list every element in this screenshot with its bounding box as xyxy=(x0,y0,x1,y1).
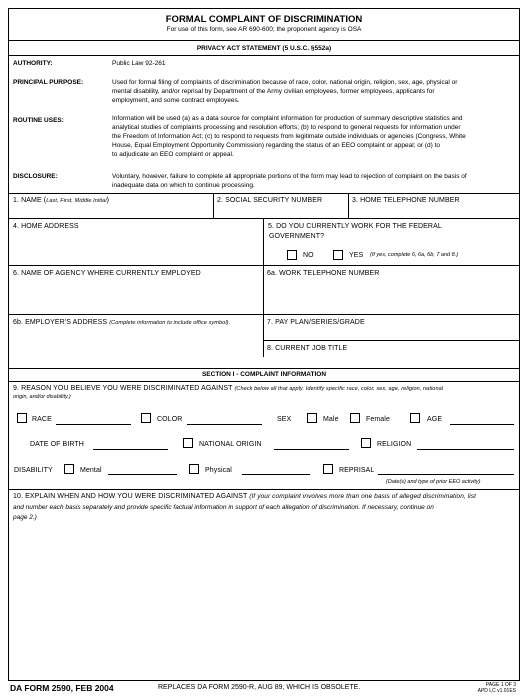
purpose-label: PRINCIPAL PURPOSE: xyxy=(13,79,84,86)
form-title: FORMAL COMPLAINT OF DISCRIMINATION xyxy=(165,14,363,25)
mental-label: Mental xyxy=(80,467,102,474)
male-checkbox[interactable] xyxy=(307,413,317,423)
male-label: Male xyxy=(323,416,339,423)
routine-line: analytical studies of complaints processing and resolution efforts; (b) to respond to general requests for information under xyxy=(112,124,461,131)
divider xyxy=(8,489,520,490)
employer-address-input[interactable] xyxy=(10,329,261,355)
form-id: DA FORM 2590, FEB 2004 xyxy=(10,683,114,693)
reprisal-input[interactable] xyxy=(378,474,514,475)
reprisal-checkbox[interactable] xyxy=(323,464,333,474)
yes-hint: (If yes, complete 6, 6a, 6b, 7 and 8.) xyxy=(370,252,459,258)
religion-checkbox[interactable] xyxy=(361,438,371,448)
color-input[interactable] xyxy=(187,424,262,425)
employer-address-label: 6b. EMPLOYER'S ADDRESS (Complete information to include office symbol). xyxy=(13,319,231,326)
job-title-label: 8. CURRENT JOB TITLE xyxy=(267,345,348,352)
q9-hint: origin, and/or disability.) xyxy=(13,394,71,400)
routine-line: Information will be used (a) as a data source for complaint information for production of summary descriptive statistics and xyxy=(112,115,463,122)
divider xyxy=(348,193,349,218)
disability-label: DISABILITY xyxy=(14,467,53,474)
routine-line: to adjudicate an EEO complaint or appeal. xyxy=(112,151,234,158)
race-input[interactable] xyxy=(56,424,131,425)
ssn-input[interactable] xyxy=(215,206,346,216)
home-phone-input[interactable] xyxy=(350,206,518,216)
routine-label: ROUTINE USES: xyxy=(13,117,64,124)
q9-label: 9. REASON YOU BELIEVE YOU WERE DISCRIMINATED AGAINST (Check below all that apply. Identify specific race, color, sex, age, religion, national xyxy=(13,385,444,392)
color-label: COLOR xyxy=(157,416,183,423)
pay-plan-label: 7. PAY PLAN/SERIES/GRADE xyxy=(267,319,365,326)
female-checkbox[interactable] xyxy=(350,413,360,423)
q10-textarea[interactable] xyxy=(10,526,518,678)
divider xyxy=(8,381,520,382)
mental-input[interactable] xyxy=(108,474,177,475)
section-heading: SECTION I - COMPLAINT INFORMATION xyxy=(201,371,327,378)
age-input[interactable] xyxy=(450,424,514,425)
race-label: RACE xyxy=(32,416,52,423)
dob-input[interactable] xyxy=(93,449,168,450)
routine-line: the Freedom of Information Act; (c) to respond to requests from legitimate outside individuals or agencies (Congress, White xyxy=(112,133,466,140)
yes-checkbox[interactable] xyxy=(333,250,343,260)
divider xyxy=(8,55,520,56)
divider xyxy=(8,368,520,369)
female-label: Female xyxy=(366,416,390,423)
divider xyxy=(8,193,520,194)
physical-checkbox[interactable] xyxy=(189,464,199,474)
name-input[interactable] xyxy=(10,206,211,216)
religion-label: RELIGION xyxy=(377,441,412,448)
agency-input[interactable] xyxy=(10,280,261,312)
yes-label: YES xyxy=(349,252,364,259)
reprisal-label: REPRISAL xyxy=(339,467,375,474)
age-checkbox[interactable] xyxy=(410,413,420,423)
reprisal-hint: (Date(s) and type of prior EEO activity) xyxy=(386,479,481,485)
q10-hint: page 2.) xyxy=(13,514,37,521)
authority-label: AUTHORITY: xyxy=(13,60,53,67)
divider xyxy=(213,193,214,218)
divider xyxy=(8,218,520,219)
name-field-label: 1. NAME (Last, First, Middle Initial) xyxy=(13,197,110,204)
agency-label: 6. NAME OF AGENCY WHERE CURRENTLY EMPLOYED xyxy=(13,270,201,277)
national-origin-checkbox[interactable] xyxy=(183,438,193,448)
authority-text: Public Law 92-261 xyxy=(112,60,166,67)
divider xyxy=(263,340,520,341)
purpose-line: mental disability, and/or reprisal by Department of the Army civilian employees, former employees, applicants for xyxy=(112,88,435,95)
q10-hint: and number each basis separately and provide specific factual information in support of each allegation of discrimination. If necessary, continue on xyxy=(13,504,434,511)
ssn-field-label: 2. SOCIAL SECURITY NUMBER xyxy=(217,197,323,204)
home-phone-label: 3. HOME TELEPHONE NUMBER xyxy=(352,197,460,204)
home-address-input[interactable] xyxy=(10,232,261,262)
form-subtitle: For use of this form, see AR 690-600; the proponent agency is OSA xyxy=(166,26,362,33)
color-checkbox[interactable] xyxy=(141,413,151,423)
federal-question: 5. DO YOU CURRENTLY WORK FOR THE FEDERAL xyxy=(268,223,442,230)
disclosure-line: inadequate data on which to continue processing. xyxy=(112,182,255,189)
no-label: NO xyxy=(303,252,314,259)
physical-input[interactable] xyxy=(242,474,310,475)
divider xyxy=(8,40,520,41)
disclosure-label: DISCLOSURE: xyxy=(13,173,58,180)
replaces-note: REPLACES DA FORM 2590-R, AUG 89, WHICH IS OBSOLETE. xyxy=(158,684,361,691)
routine-line: House, Equal Employment Opportunity Commission) regarding the status of an EEO complaint or appeal; or (d) to xyxy=(112,142,441,149)
work-phone-label: 6a. WORK TELEPHONE NUMBER xyxy=(267,270,380,277)
dob-label: DATE OF BIRTH xyxy=(30,441,84,448)
pay-plan-input[interactable] xyxy=(265,328,518,338)
race-checkbox[interactable] xyxy=(17,413,27,423)
page-number: PAGE 1 OF 3 xyxy=(485,682,516,688)
privacy-heading: PRIVACY ACT STATEMENT (5 U.S.C. §552a) xyxy=(196,45,332,52)
divider xyxy=(263,218,264,357)
q10-label: 10. EXPLAIN WHEN AND HOW YOU WERE DISCRIMINATED AGAINST (If your complaint involves more than one basis of alleged discrimination, list xyxy=(13,493,477,500)
national-origin-label: NATIONAL ORIGIN xyxy=(199,441,262,448)
purpose-line: Used for formal filing of complaints of discrimination because of race, color, national origin, religion, sex, age, physical or xyxy=(112,79,458,86)
home-address-label: 4. HOME ADDRESS xyxy=(13,223,79,230)
divider xyxy=(8,265,520,266)
federal-question: GOVERNMENT? xyxy=(269,233,325,240)
divider xyxy=(8,314,520,315)
work-phone-input[interactable] xyxy=(265,280,518,312)
religion-input[interactable] xyxy=(417,449,514,450)
physical-label: Physical xyxy=(205,467,232,474)
no-checkbox[interactable] xyxy=(287,250,297,260)
purpose-line: employment, and some contract employees. xyxy=(112,97,240,104)
mental-checkbox[interactable] xyxy=(64,464,74,474)
sex-label: SEX xyxy=(277,416,292,423)
national-origin-input[interactable] xyxy=(274,449,349,450)
form-version: APD LC v1.01ES xyxy=(477,688,516,694)
disclosure-line: Voluntary, however, failure to complete all appropriate portions of the form may lead to rejection of complaint on the basis of xyxy=(112,173,467,180)
age-label: AGE xyxy=(427,416,443,423)
